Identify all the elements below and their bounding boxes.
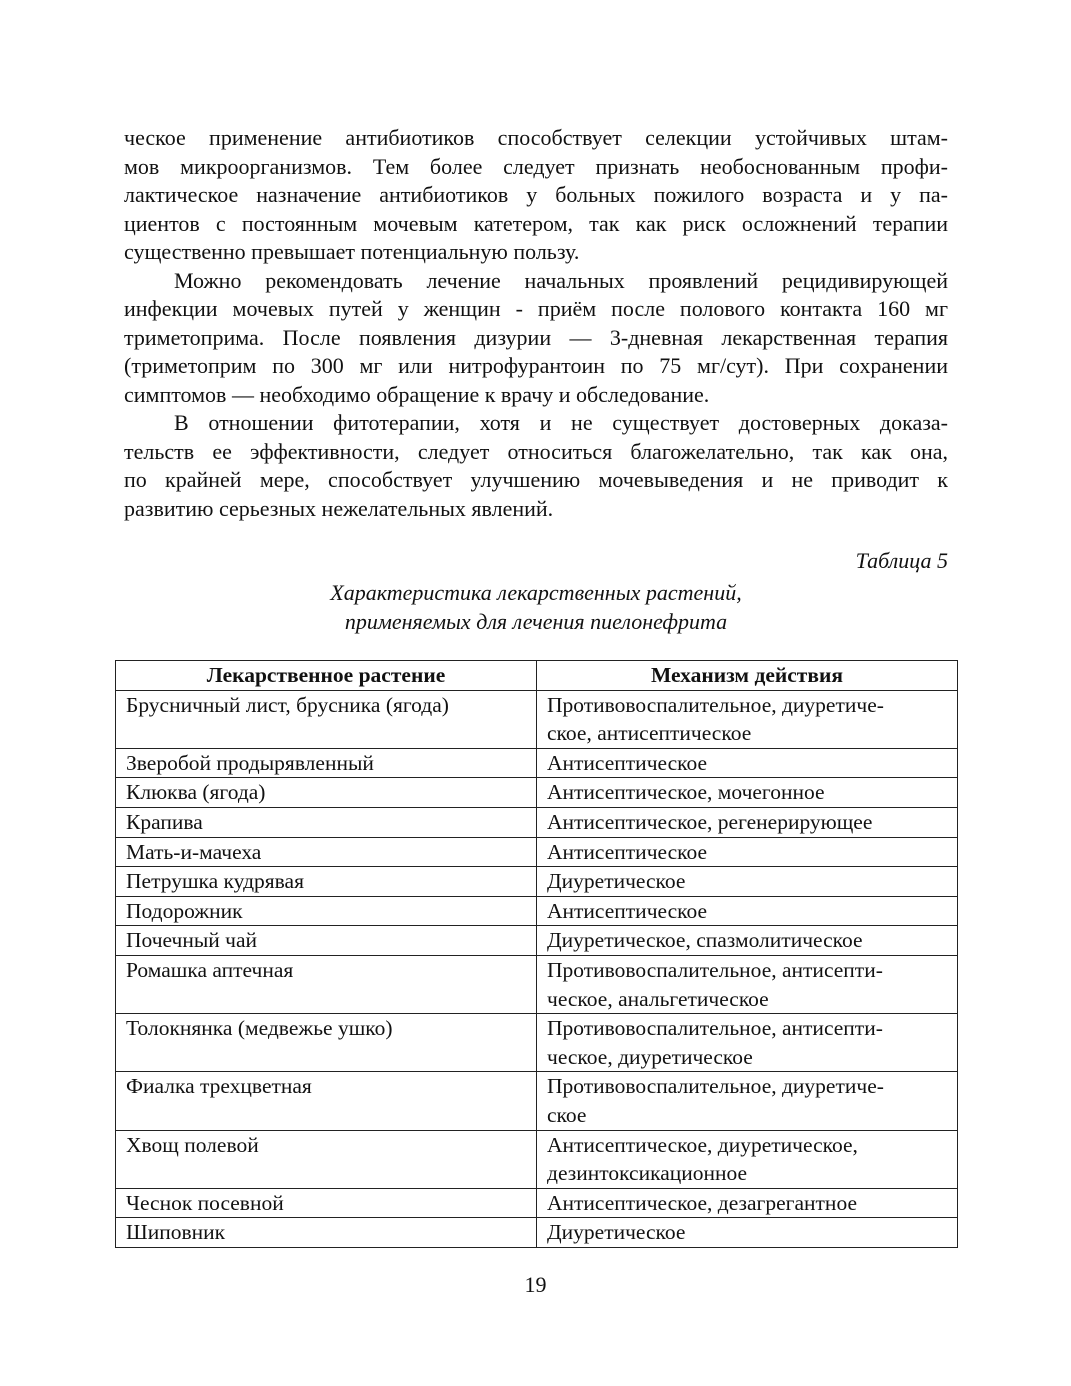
plant-name-cell: Петрушка кудрявая [116, 867, 537, 897]
action-cell [537, 748, 958, 778]
action-text-line: Антисептическое, мочегонное [547, 780, 825, 805]
action-cell [537, 1218, 958, 1248]
action-text-line: Диуретическое, спазмолитическое [547, 928, 863, 953]
action-cell [537, 1014, 958, 1072]
action-cell [537, 955, 958, 1013]
action-text-line: Антисептическое [547, 898, 708, 923]
action-cell [537, 837, 958, 867]
action-text-line: ское [547, 1102, 587, 1127]
plant-name-cell: Подорожник [116, 896, 537, 926]
paragraph-3 [124, 409, 948, 523]
action-text-line: Антисептическое, диуретическое, [547, 1132, 858, 1157]
table-row [116, 1188, 958, 1218]
action-text-line: дезинтоксикационное [547, 1161, 748, 1186]
action-text-line: Диуретическое [547, 1220, 686, 1245]
text-line: В отношении фитотерапии, хотя и не существует достоверных доказа- [174, 410, 948, 435]
action-cell [537, 807, 958, 837]
text-line: мов микроорганизмов. Тем более следует признать необоснованным профи- [124, 153, 948, 179]
table-row [116, 926, 958, 956]
medicinal-plants-table [115, 660, 958, 1248]
text-line: тельств ее эффективности, следует относиться благожелательно, так как она, [124, 438, 948, 464]
text-line: развитию серьезных нежелательных явлений. [124, 495, 554, 521]
action-text-line: Антисептическое, дезагрегантное [547, 1190, 857, 1215]
table-row [116, 1130, 958, 1188]
plant-name-cell: Шиповник [116, 1218, 537, 1248]
action-text-line: ческое, анальгетическое [547, 986, 769, 1011]
text-line: ческое применение антибиотиков способствует селекции устойчивых штам- [124, 125, 948, 150]
action-cell [537, 1072, 958, 1130]
text-line: триметоприма. После появления дизурии — 3-дневная лекарственная терапия [124, 324, 948, 350]
action-cell [537, 896, 958, 926]
text-line: симптомов — необходимо обращение к врачу и обследование. [124, 381, 710, 407]
action-cell [537, 867, 958, 897]
table-header-row [116, 661, 958, 691]
table-row [116, 778, 958, 808]
table-caption-line: применяемых для лечения пиелонефрита [344, 609, 728, 634]
table-row [116, 867, 958, 897]
plant-name-cell: Ромашка аптечная [116, 955, 537, 1013]
text-line: существенно превышает потенциальную пользу. [124, 239, 580, 264]
column-header-plant: Лекарственное растение [116, 661, 537, 691]
table-row [116, 837, 958, 867]
text-line: Можно рекомендовать лечение начальных проявлений рецидивирующей [174, 267, 948, 293]
action-text-line: Антисептическое [547, 750, 708, 775]
action-text-line: Антисептическое, регенерирующее [547, 809, 873, 834]
action-cell [537, 778, 958, 808]
table-row [116, 807, 958, 837]
table-number-label: Таблица 5 [855, 548, 948, 573]
plant-name-cell: Клюква (ягода) [116, 778, 537, 808]
text-line: инфекции мочевых путей у женщин - приём после полового контакта 160 мг [124, 296, 948, 321]
table-row [116, 1072, 958, 1130]
plant-name-cell: Фиалка трехцветная [116, 1072, 537, 1130]
body-text [124, 124, 948, 523]
page-number: 19 [524, 1272, 547, 1297]
paragraph-2 [124, 267, 948, 410]
action-text-line: Противовоспалительное, диуретиче- [547, 1074, 884, 1099]
text-line: (триметоприм по 300 мг или нитрофурантоин по 75 мг/сут). При сохранении [124, 353, 948, 378]
column-header-action: Механизм действия [537, 661, 958, 691]
plant-name-cell: Почечный чай [116, 926, 537, 956]
table-row [116, 748, 958, 778]
table-caption-line: Характеристика лекарственных растений, [330, 580, 742, 605]
action-text-line: ское, антисептическое [547, 721, 752, 746]
table-row [116, 955, 958, 1013]
action-text-line: Противовоспалительное, антисепти- [547, 1016, 883, 1041]
plant-name-cell: Зверобой продырявленный [116, 748, 537, 778]
plant-name-cell: Хвощ полевой [116, 1130, 537, 1188]
action-text-line: Противовоспалительное, диуретиче- [547, 692, 884, 717]
action-cell [537, 690, 958, 748]
text-line: по крайней мере, способствует улучшению мочевыведения и не приводит к [124, 467, 948, 492]
table-row [116, 896, 958, 926]
plant-name-cell: Толокнянка (медвежье ушко) [116, 1014, 537, 1072]
action-text-line: ческое, диуретическое [547, 1044, 753, 1069]
action-text-line: Антисептическое [547, 839, 708, 864]
action-cell [537, 1188, 958, 1218]
table-caption [124, 578, 948, 636]
table-row [116, 1014, 958, 1072]
action-text-line: Диуретическое [547, 869, 686, 894]
text-line: лактическое назначение антибиотиков у больных пожилого возраста и у па- [124, 182, 948, 207]
plant-name-cell: Мать-и-мачеха [116, 837, 537, 867]
plant-name-cell: Брусничный лист, брусника (ягода) [116, 690, 537, 748]
table-body [116, 690, 958, 1247]
table-row [116, 1218, 958, 1248]
action-cell [537, 1130, 958, 1188]
table-row [116, 690, 958, 748]
paragraph-1 [124, 124, 948, 267]
text-line: циентов с постоянным мочевым катетером, так как риск осложнений терапии [124, 210, 948, 236]
action-text-line: Противовоспалительное, антисепти- [547, 957, 883, 982]
plant-name-cell: Чеснок посевной [116, 1188, 537, 1218]
action-cell [537, 926, 958, 956]
plant-name-cell: Крапива [116, 807, 537, 837]
